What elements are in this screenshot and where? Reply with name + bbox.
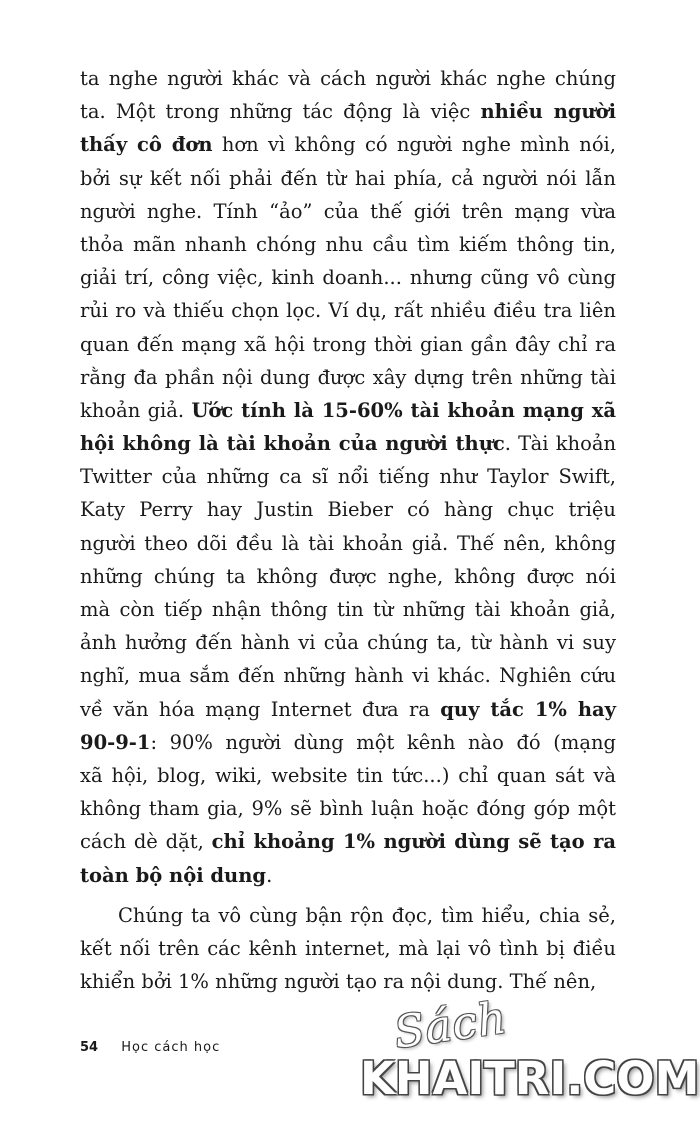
text-line bbox=[80, 825, 616, 858]
page-number: 54 bbox=[80, 1040, 99, 1055]
text-run: giải trí, công việc, kinh doanh... nhưng cũng vô cùng bbox=[80, 266, 616, 290]
text-line bbox=[80, 493, 616, 526]
watermark-script: Sách bbox=[391, 992, 511, 1059]
text-line bbox=[80, 261, 616, 294]
text-run: . bbox=[266, 863, 273, 887]
text-line bbox=[80, 228, 616, 261]
text-run: rằng đa phần nội dung được xây dựng trên những tài bbox=[80, 365, 616, 389]
page-footer bbox=[80, 1040, 220, 1055]
bold-text: 90-9-1 bbox=[80, 730, 151, 754]
text-run: cách dè dặt, bbox=[80, 830, 212, 854]
text-run: người theo dõi đều là tài khoản giả. Thế nên, không bbox=[80, 531, 616, 555]
text-line bbox=[80, 162, 616, 195]
text-line bbox=[80, 195, 616, 228]
text-line bbox=[80, 693, 616, 726]
text-run: kết nối trên các kênh internet, mà lại vô tình bị điều bbox=[80, 936, 616, 960]
text-line bbox=[80, 726, 616, 759]
text-line bbox=[80, 899, 616, 932]
text-line bbox=[80, 626, 616, 659]
text-line bbox=[80, 294, 616, 327]
text-line bbox=[80, 427, 616, 460]
text-line bbox=[80, 460, 616, 493]
text-line bbox=[80, 95, 616, 128]
text-line bbox=[80, 932, 616, 965]
text-run: khiển bởi 1% những người tạo ra nội dung. Thế nên, bbox=[80, 970, 597, 994]
text-run: Twitter của những ca sĩ nổi tiếng như Taylor Swift, bbox=[80, 465, 616, 489]
text-run: xã hội, blog, wiki, website tin tức...) chỉ quan sát và bbox=[80, 763, 616, 787]
text-run: những chúng ta không được nghe, không được nói bbox=[80, 564, 616, 588]
text-run: Katy Perry hay Justin Bieber có hàng chục triệu bbox=[80, 498, 616, 522]
paragraph-2 bbox=[80, 899, 616, 999]
text-line bbox=[80, 394, 616, 427]
text-line bbox=[80, 128, 616, 161]
text-run: . Tài khoản bbox=[504, 432, 617, 456]
text-run: về văn hóa mạng Internet đưa ra bbox=[80, 697, 441, 721]
text-line bbox=[80, 560, 616, 593]
text-line bbox=[80, 361, 616, 394]
text-line bbox=[80, 62, 616, 95]
text-line bbox=[80, 593, 616, 626]
page-body bbox=[80, 62, 616, 998]
text-run: : 90% người dùng một kênh nào đó (mạng bbox=[150, 730, 616, 754]
text-run: không tham gia, 9% sẽ bình luận hoặc đóng góp một bbox=[80, 797, 616, 821]
bold-text: chỉ khoảng 1% người dùng sẽ tạo ra bbox=[211, 830, 616, 854]
watermark-logo bbox=[360, 992, 700, 1110]
text-run: nghĩ, mua sắm đến những hành vi khác. Nghiên cứu bbox=[80, 664, 616, 688]
text-run: ta. Một trong những tác động là việc bbox=[80, 100, 481, 124]
text-line bbox=[80, 659, 616, 692]
running-title: Học cách học bbox=[121, 1040, 221, 1055]
text-run: mà còn tiếp nhận thông tin từ những tài khoản giả, bbox=[80, 598, 616, 621]
text-line bbox=[80, 859, 616, 892]
bold-text: nhiều người bbox=[480, 100, 616, 124]
text-run: Chúng ta vô cùng bận rộn đọc, tìm hiểu, chia sẻ, bbox=[118, 903, 616, 927]
text-run: ảnh hưởng đến hành vi của chúng ta, từ hành vi suy bbox=[80, 631, 616, 655]
text-line bbox=[80, 328, 616, 361]
text-run: thỏa mãn nhanh chóng nhu cầu tìm kiếm thông tin, bbox=[80, 232, 616, 256]
paragraph-1 bbox=[80, 62, 616, 892]
bold-text: hội không là tài khoản của người thực bbox=[80, 432, 505, 456]
text-run: rủi ro và thiếu chọn lọc. Ví dụ, rất nhiều điều tra liên bbox=[80, 299, 616, 323]
text-line bbox=[80, 527, 616, 560]
text-run: người nghe. Tính “ảo” của thế giới trên mạng vừa bbox=[80, 199, 616, 223]
bold-text: quy tắc 1% hay bbox=[440, 697, 617, 721]
text-run: ta nghe người khác và cách người khác nghe chúng bbox=[80, 67, 616, 90]
text-run: quan đến mạng xã hội trong thời gian gần đây chỉ ra bbox=[80, 332, 616, 356]
bold-text: toàn bộ nội dung bbox=[80, 863, 267, 887]
text-run: hơn vì không có người nghe mình nói, bbox=[212, 133, 616, 157]
text-line bbox=[80, 792, 616, 825]
bold-text: Ước tính là 15-60% tài khoản mạng xã bbox=[191, 398, 616, 422]
text-line bbox=[80, 759, 616, 792]
bold-text: thấy cô đơn bbox=[80, 133, 213, 157]
text-run: bởi sự kết nối phải đến từ hai phía, cả người nói lẫn bbox=[80, 166, 616, 190]
watermark-main: KHAITRI.COM bbox=[360, 1052, 700, 1105]
text-line bbox=[80, 965, 616, 998]
text-run: khoản giả. bbox=[80, 398, 192, 422]
